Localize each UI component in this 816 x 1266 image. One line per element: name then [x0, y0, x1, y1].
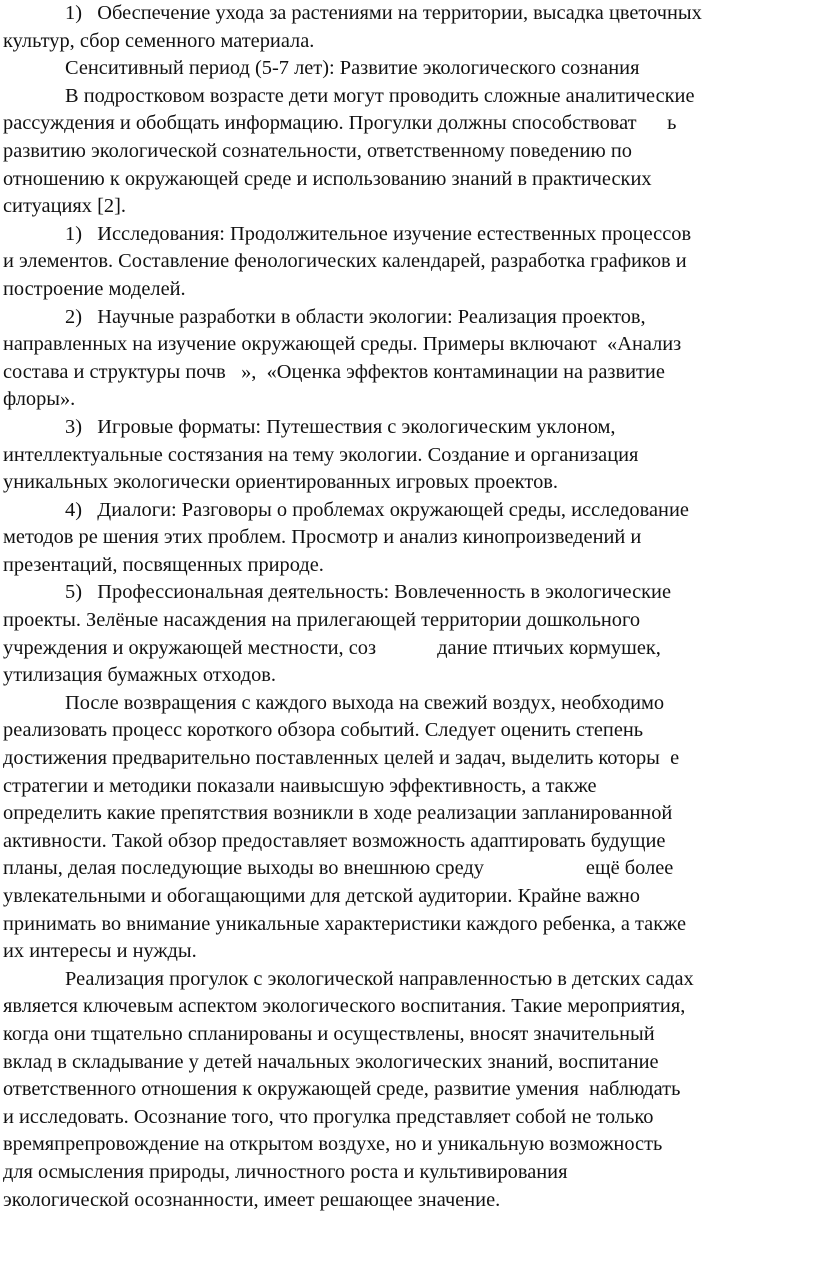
text-line: рассуждения и обобщать информацию. Прогулки должны способствоват ь: [3, 112, 677, 135]
text-line: культур, сбор семенного материала.: [3, 29, 315, 52]
text-line: принимать во внимание уникальные характеристики каждого ребенка, а также: [3, 912, 687, 935]
text-line: 3) Игровые форматы: Путешествия с экологическим уклоном,: [65, 415, 616, 438]
text-line: когда они тщательно спланированы и осуществлены, вносят значительный: [3, 1022, 655, 1045]
text-line: и элементов. Составление фенологических календарей, разработка графиков и: [3, 250, 687, 273]
text-line: презентаций, посвященных природе.: [3, 553, 324, 576]
text-line: стратегии и методики показали наивысшую эффективность, а также: [3, 774, 597, 797]
text-line: реализовать процесс короткого обзора событий. Следует оценить степень: [3, 719, 644, 742]
text-line: 5) Профессиональная деятельность: Вовлеченность в экологические: [65, 581, 672, 604]
text-line: состава и структуры почв », «Оценка эффектов контаминации на развитие: [3, 360, 665, 383]
text-line: вклад в складывание у детей начальных экологических знаний, воспитание: [3, 1050, 659, 1073]
text-line: достижения предварительно поставленных целей и задач, выделить которы е: [3, 747, 680, 770]
text-line: 1) Исследования: Продолжительное изучение естественных процессов: [65, 222, 692, 245]
text-line: 1) Обеспечение ухода за растениями на территории, высадка цветочных: [65, 2, 702, 24]
text-line: ответственного отношения к окружающей среде, развитие умения наблюдать: [3, 1078, 681, 1101]
text-line: развитию экологической сознательности, ответственному поведению по: [3, 139, 632, 162]
text-line: ситуациях [2].: [3, 195, 126, 218]
text-line: 2) Научные разработки в области экологии: Реализация проектов,: [65, 305, 646, 328]
text-line: После возвращения с каждого выхода на свежий воздух, необходимо: [65, 691, 665, 714]
text-line: 4) Диалоги: Разговоры о проблемах окружающей среды, исследование: [65, 498, 689, 521]
text-line: их интересы и нужды.: [3, 940, 197, 963]
text-line: увлекательными и обогащающими для детской аудитории. Крайне важно: [3, 885, 640, 907]
text-line: времяпрепровождение на открытом воздухе, но и уникальную возможность: [3, 1133, 663, 1156]
text-line: Сенситивный период (5-7 лет): Развитие экологического сознания: [65, 57, 640, 80]
text-line: построение моделей.: [3, 277, 186, 300]
text-line: планы, делая последующие выходы во внешнюю среду ещё более: [3, 857, 674, 880]
text-line: является ключевым аспектом экологического воспитания. Такие мероприятия,: [3, 995, 686, 1018]
text-line: учреждения и окружающей местности, соз дание птичьих кормушек,: [3, 636, 661, 659]
text-line: флоры».: [3, 388, 76, 411]
text-line: методов ре шения этих проблем. Просмотр и анализ кинопроизведений и: [3, 526, 642, 549]
text-line: для осмысления природы, личностного роста и культивирования: [3, 1160, 568, 1183]
text-line: и исследовать. Осознание того, что прогулка представляет собой не только: [3, 1105, 654, 1128]
text-line: отношению к окружающей среде и использованию знаний в практических: [3, 167, 652, 190]
text-line: экологической осознанности, имеет решающее значение.: [3, 1188, 501, 1211]
document-body: [3, 0, 816, 1214]
text-line: определить какие препятствия возникли в ходе реализации запланированной: [3, 802, 673, 825]
text-line: уникальных экологически ориентированных игровых проектов.: [3, 471, 558, 494]
text-line: Реализация прогулок с экологической направленностью в детских садах: [65, 967, 694, 990]
text-line: активности. Такой обзор предоставляет возможность адаптировать будущие: [3, 829, 666, 852]
text-line: В подростковом возрасте дети могут проводить сложные аналитические: [65, 84, 695, 107]
text-line: проекты. Зелёные насаждения на прилегающей территории дошкольного: [3, 609, 641, 632]
text-line: интеллектуальные состязания на тему экологии. Создание и организация: [3, 443, 639, 466]
text-line: направленных на изучение окружающей среды. Примеры включают «Анализ: [3, 333, 682, 356]
text-line: утилизация бумажных отходов.: [3, 664, 277, 687]
